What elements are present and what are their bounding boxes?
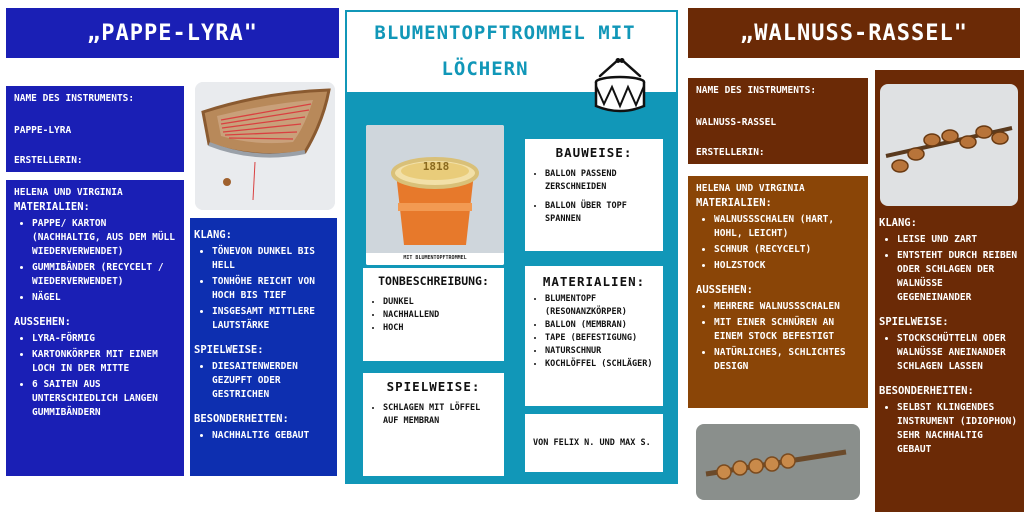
lyra-name-label: NAME DES INSTRUMENTS:	[14, 93, 135, 104]
list-item: • NATÜRLICHES, SCHLICHTES DESIGN	[714, 346, 860, 374]
list-item: • MEHRERE WALNUSSSCHALEN	[714, 300, 860, 314]
lyra-special-list	[194, 429, 333, 443]
drum-tone-list	[367, 296, 500, 335]
rassel-title-banner	[688, 8, 1020, 58]
lyra-details-box	[6, 180, 184, 476]
drum-tone-card	[363, 268, 504, 361]
drum-photo	[366, 125, 504, 265]
rassel-creator-value: HELENA UND VIRGINIA	[696, 183, 805, 194]
rassel-special-label: BESONDERHEITEN:	[879, 385, 974, 397]
list-item: • TONHÖHE REICHT VON HOCH BIS TIEF	[212, 275, 333, 303]
list-item: • WALNUSSSCHALEN (HART, HOHL, LEICHT)	[714, 213, 860, 241]
drum-materials-card	[525, 266, 663, 406]
list-item: • ENTSTEHT DURCH REIBEN ODER SCHLAGEN DER WALNÜSSE GEGENEINANDER	[897, 249, 1021, 305]
list-item: • 6 SAITEN AUS UNTERSCHIEDLICH LANGEN GUMMIBÄNDERN	[32, 378, 176, 420]
list-item: • TÖNEVON DUNKEL BIS HELL	[212, 245, 333, 273]
lyra-materials-list	[14, 217, 176, 305]
drum-icon	[592, 58, 648, 116]
drum-title-line2: LÖCHERN	[441, 58, 529, 80]
list-item: • BALLON ÜBER TOPF SPANNEN	[545, 200, 659, 226]
drum-title-line1: BLUMENTOPFTROMMEL MIT	[374, 22, 636, 44]
list-item: • TAPE (BEFESTIGUNG)	[545, 332, 659, 345]
lyra-name-value: PAPPE-LYRA	[14, 125, 72, 136]
drum-authors-card	[525, 414, 663, 472]
rassel-name-label: NAME DES INSTRUMENTS:	[696, 85, 817, 96]
list-item: • SCHLAGEN MIT LÖFFEL AUF MEMBRAN	[383, 402, 500, 428]
list-item: • KARTONKÖRPER MIT EINEM LOCH IN DER MITTE	[32, 348, 176, 376]
rassel-photo-top	[880, 84, 1018, 206]
lyra-materials-label: MATERIALIEN:	[14, 201, 90, 213]
drum-build-list	[529, 168, 659, 226]
list-item: • MIT EINER SCHNÜREN AN EINEM STOCK BEFESTIGT	[714, 316, 860, 344]
list-item: • INSGESAMT MITTLERE LAUTSTÄRKE	[212, 305, 333, 333]
rassel-sound-box	[877, 214, 1023, 510]
rassel-look-list	[696, 300, 860, 374]
lyra-name-box	[6, 86, 184, 172]
drum-materials-list	[529, 293, 659, 371]
drum-tone-label: TONBESCHREIBUNG:	[378, 274, 489, 288]
rassel-play-label: SPIELWEISE:	[879, 316, 949, 328]
list-item: • DUNKEL	[383, 296, 500, 309]
rassel-materials-list	[696, 213, 860, 273]
list-item: • SCHNUR (RECYCELT)	[714, 243, 860, 257]
lyra-photo	[195, 82, 335, 210]
rassel-title: „WALNUSS-RASSEL"	[740, 20, 968, 46]
lyra-creator-value: HELENA UND VIRGINIA	[14, 187, 123, 198]
drum-photo-text: 1818	[422, 160, 450, 173]
drum-authors: VON FELIX N. UND MAX S.	[533, 438, 651, 448]
rassel-creator-label: ERSTELLERIN:	[696, 147, 765, 158]
drum-play-card	[363, 373, 504, 476]
list-item: • HOLZSTOCK	[714, 259, 860, 273]
rassel-name-box	[688, 78, 868, 164]
lyra-special-label: BESONDERHEITEN:	[194, 413, 289, 425]
lyra-title: „PAPPE-LYRA"	[87, 20, 258, 46]
list-item: • NACHHALLEND	[383, 309, 500, 322]
drum-play-label: SPIELWEISE:	[386, 379, 481, 394]
list-item: • BALLON PASSEND ZERSCHNEIDEN	[545, 168, 659, 194]
lyra-play-label: SPIELWEISE:	[194, 344, 264, 356]
list-item: • PAPPE/ KARTON (NACHHALTIG, AUS DEM MÜLL WIEDERVERWENDET)	[32, 217, 176, 259]
lyra-sound-label: KLANG:	[194, 229, 232, 241]
list-item: • LYRA-FÖRMIG	[32, 332, 176, 346]
lyra-look-label: AUSSEHEN:	[14, 316, 71, 328]
list-item: • HOCH	[383, 322, 500, 335]
lyra-creator-label: ERSTELLERIN:	[14, 155, 83, 166]
list-item: • KOCHLÖFFEL (SCHLÄGER)	[545, 358, 659, 371]
rassel-details-box	[688, 176, 868, 408]
lyra-look-list	[14, 332, 176, 420]
drum-build-card	[525, 139, 663, 251]
rassel-name-value: WALNUSS-RASSEL	[696, 117, 777, 128]
lyra-title-banner	[6, 8, 339, 58]
list-item: • GUMMIBÄNDER (RECYCELT / WIEDERVERWENDET)	[32, 261, 176, 289]
lyra-sound-list	[194, 245, 333, 333]
drum-build-label: BAUWEISE:	[555, 145, 633, 160]
rassel-special-list	[879, 401, 1021, 457]
list-item: • NATURSCHNUR	[545, 345, 659, 358]
rassel-play-list	[879, 332, 1021, 374]
rassel-look-label: AUSSEHEN:	[696, 284, 753, 296]
rassel-sound-label: KLANG:	[879, 217, 917, 229]
list-item: • STOCKSCHÜTTELN ODER WALNÜSSE ANEINANDER SCHLAGEN LASSEN	[897, 332, 1021, 374]
list-item: • DIESAITENWERDEN GEZUPFT ODER GESTRICHEN	[212, 360, 333, 402]
lyra-play-list	[194, 360, 333, 402]
list-item: • BLUMENTOPF (RESONANZKÖRPER)	[545, 293, 659, 319]
drum-play-list	[367, 402, 500, 428]
list-item: • LEISE UND ZART	[897, 233, 1021, 247]
rassel-photo-bottom	[696, 424, 860, 500]
list-item: • NÄGEL	[32, 291, 176, 305]
lyra-sound-box	[190, 218, 337, 476]
drum-materials-label: MATERIALIEN:	[542, 274, 646, 289]
list-item: • NACHHALTIG GEBAUT	[212, 429, 333, 443]
list-item: • BALLON (MEMBRAN)	[545, 319, 659, 332]
rassel-sound-list	[879, 233, 1021, 305]
drum-photo-caption: MIT BLUMENTOPFTROMMEL	[403, 255, 467, 261]
list-item: • SELBST KLINGENDES INSTRUMENT (IDIOPHON) SEHR NACHHALTIG GEBAUT	[897, 401, 1021, 457]
rassel-materials-label: MATERIALIEN:	[696, 197, 772, 209]
